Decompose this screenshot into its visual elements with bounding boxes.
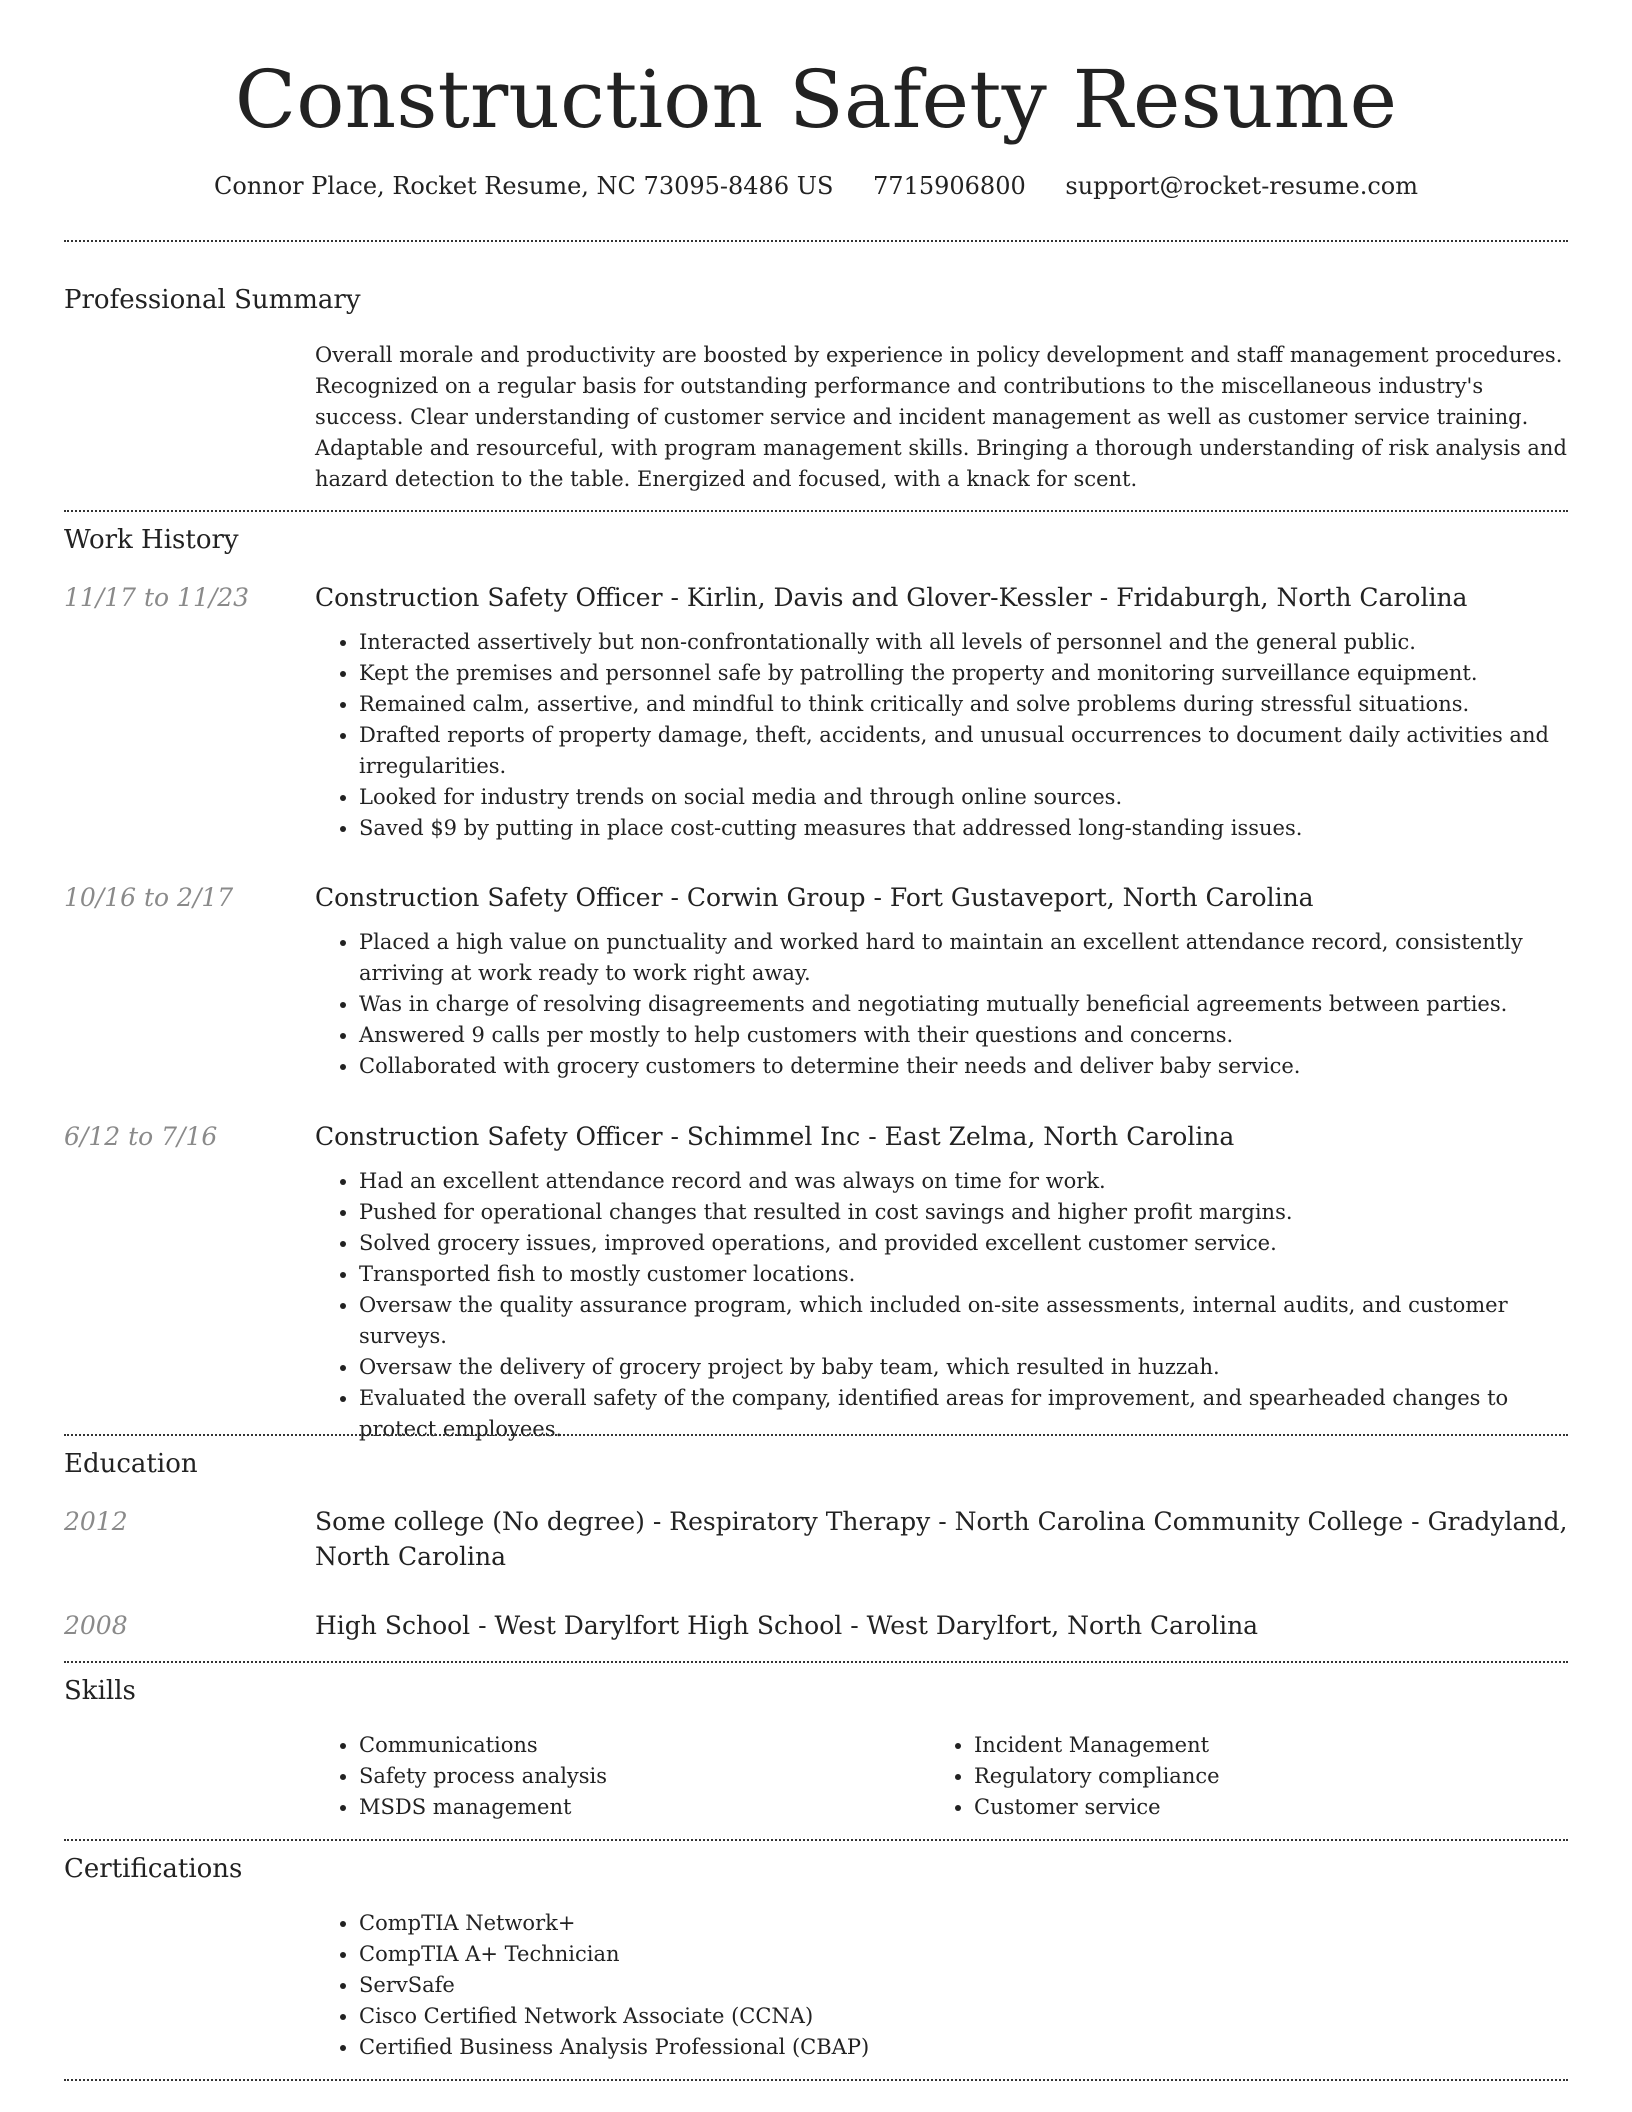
list-item: • Was in charge of resolving disagreements and negotiating mutually beneficial agreements between parties. <box>359 989 1568 1020</box>
list-item: • ServSafe <box>359 1970 1568 2001</box>
list-item: • Looked for industry trends on social media and through online sources. <box>359 782 1568 813</box>
list-item: • Transported fish to mostly customer locations. <box>359 1259 1568 1290</box>
job-location: Fort Gustaveport, North Carolina <box>889 883 1314 912</box>
job-location: East Zelma, North Carolina <box>884 1122 1235 1151</box>
job-entry <box>315 580 1568 844</box>
summary-block <box>315 340 1568 495</box>
separator: - <box>644 1507 670 1536</box>
job-role: Construction Safety Officer <box>315 1122 663 1151</box>
education-school: West Darylfort High School <box>494 1611 843 1640</box>
education-entry <box>315 1608 1568 1643</box>
resume-title: Construction Safety Resume <box>234 53 1398 146</box>
education-school: North Carolina Community College <box>954 1507 1404 1536</box>
list-item: • CompTIA A+ Technician <box>359 1939 1568 1970</box>
list-item: • Placed a high value on punctuality and worked hard to maintain an excellent attendance record, consistently arriving at work ready to work right away. <box>359 927 1568 989</box>
education-heading: Education <box>64 1449 198 1479</box>
work-history-heading: Work History <box>64 525 239 555</box>
list-item: • Communications <box>359 1730 930 1761</box>
list-item: • Remained calm, assertive, and mindful to think critically and solve problems during stressful situations. <box>359 689 1568 720</box>
job-heading <box>315 580 1568 615</box>
job-dates: 10/16 to 2/17 <box>64 883 234 912</box>
list-item: • Had an excellent attendance record and was always on time for work. <box>359 1166 1568 1197</box>
education-location: Gradyland, North Carolina <box>315 1507 1568 1571</box>
list-item: • Incident Management <box>974 1730 1545 1761</box>
section-divider <box>64 1839 1568 1841</box>
list-item: • Oversaw the delivery of grocery project by baby team, which resulted in huzzah. <box>359 1352 1568 1383</box>
resume-header <box>64 52 1568 202</box>
list-item: • Oversaw the quality assurance program, which included on-site assessments, internal audits, and customer surveys. <box>359 1290 1568 1352</box>
separator: - <box>1091 583 1117 612</box>
separator: - <box>662 1122 687 1151</box>
contact-phone: 7715906800 <box>873 172 1026 200</box>
job-role: Construction Safety Officer <box>315 583 663 612</box>
education-heading-line <box>315 1608 1568 1643</box>
education-degree: High School <box>315 1611 471 1640</box>
list-item: • CompTIA Network+ <box>359 1908 1568 1939</box>
contact-email: support@rocket-resume.com <box>1065 172 1418 200</box>
contact-line <box>64 170 1568 202</box>
education-entry <box>315 1504 1568 1574</box>
summary-text: Overall morale and productivity are boosted by experience in policy development and staff management procedures. Recognized on a regular basis for outstanding performance and contributions to the miscellaneous industry's success. Clear understanding of customer service and incident management as well as customer service training. Adaptable and resourceful, with program management skills. Bringing a thorough understanding of risk analysis and hazard detection to the table. Energized and focused, with a knack for scent. <box>315 343 1567 491</box>
summary-heading: Professional Summary <box>64 285 361 315</box>
education-year: 2012 <box>64 1507 128 1536</box>
certifications-block <box>315 1908 1568 2063</box>
job-bullets <box>315 927 1568 1082</box>
education-heading-line <box>315 1504 1568 1574</box>
education-location: West Darylfort, North Carolina <box>866 1611 1259 1640</box>
section-divider <box>64 2079 1568 2081</box>
list-item: • Customer service <box>974 1792 1545 1823</box>
list-item: • Pushed for operational changes that resulted in cost savings and higher profit margins. <box>359 1197 1568 1228</box>
list-item: • Regulatory compliance <box>974 1761 1545 1792</box>
job-heading <box>315 880 1568 915</box>
list-item: • Evaluated the overall safety of the company, identified areas for improvement, and spearheaded changes to protect employees. <box>359 1383 1568 1445</box>
job-entry <box>315 1119 1568 1445</box>
separator: - <box>930 1507 955 1536</box>
job-role: Construction Safety Officer <box>315 883 663 912</box>
separator: - <box>1403 1507 1428 1536</box>
job-heading <box>315 1119 1568 1154</box>
certifications-heading: Certifications <box>64 1854 243 1884</box>
list-item: • Interacted assertively but non-confrontationally with all levels of personnel and the general public. <box>359 627 1568 658</box>
job-company: Kirlin, Davis and Glover-Kessler <box>686 583 1092 612</box>
education-year: 2008 <box>64 1611 128 1640</box>
list-item: • Kept the premises and personnel safe by patrolling the property and monitoring surveillance equipment. <box>359 658 1568 689</box>
list-item: • Certified Business Analysis Professional (CBAP) <box>359 2032 1568 2063</box>
job-bullets <box>315 627 1568 844</box>
certifications-list <box>315 1908 1568 2063</box>
job-dates: 6/12 to 7/16 <box>64 1122 218 1151</box>
skills-column-left <box>315 1730 930 1823</box>
skills-heading: Skills <box>64 1676 136 1706</box>
list-item: • Cisco Certified Network Associate (CCNA) <box>359 2001 1568 2032</box>
list-item: • Saved $9 by putting in place cost-cutting measures that addressed long-standing issues. <box>359 813 1568 844</box>
list-item: • MSDS management <box>359 1792 930 1823</box>
job-dates: 11/17 to 11/23 <box>64 583 250 612</box>
list-item: • Answered 9 calls per mostly to help customers with their questions and concerns. <box>359 1020 1568 1051</box>
list-item: • Drafted reports of property damage, theft, accidents, and unusual occurrences to document daily activities and irregularities. <box>359 720 1568 782</box>
education-degree: Some college (No degree) <box>315 1507 645 1536</box>
section-divider <box>64 1661 1568 1663</box>
job-entry <box>315 880 1568 1082</box>
list-item: • Collaborated with grocery customers to determine their needs and deliver baby service. <box>359 1051 1568 1082</box>
list-item: • Solved grocery issues, improved operations, and provided excellent customer service. <box>359 1228 1568 1259</box>
separator: - <box>662 583 687 612</box>
education-field: Respiratory Therapy <box>669 1507 931 1536</box>
skills-list <box>315 1730 1568 1823</box>
job-bullets <box>315 1166 1568 1445</box>
section-divider <box>64 1434 1568 1436</box>
skills-column-right <box>930 1730 1545 1823</box>
section-divider <box>64 510 1568 512</box>
job-company: Corwin Group <box>686 883 866 912</box>
separator: - <box>470 1611 495 1640</box>
job-location: Fridaburgh, North Carolina <box>1116 583 1468 612</box>
separator: - <box>860 1122 885 1151</box>
separator: - <box>865 883 890 912</box>
contact-address: Connor Place, Rocket Resume, NC 73095-8486 US <box>214 172 834 200</box>
list-item: • Safety process analysis <box>359 1761 930 1792</box>
separator: - <box>842 1611 867 1640</box>
section-divider <box>64 240 1568 242</box>
separator: - <box>662 883 687 912</box>
job-company: Schimmel Inc <box>686 1122 861 1151</box>
